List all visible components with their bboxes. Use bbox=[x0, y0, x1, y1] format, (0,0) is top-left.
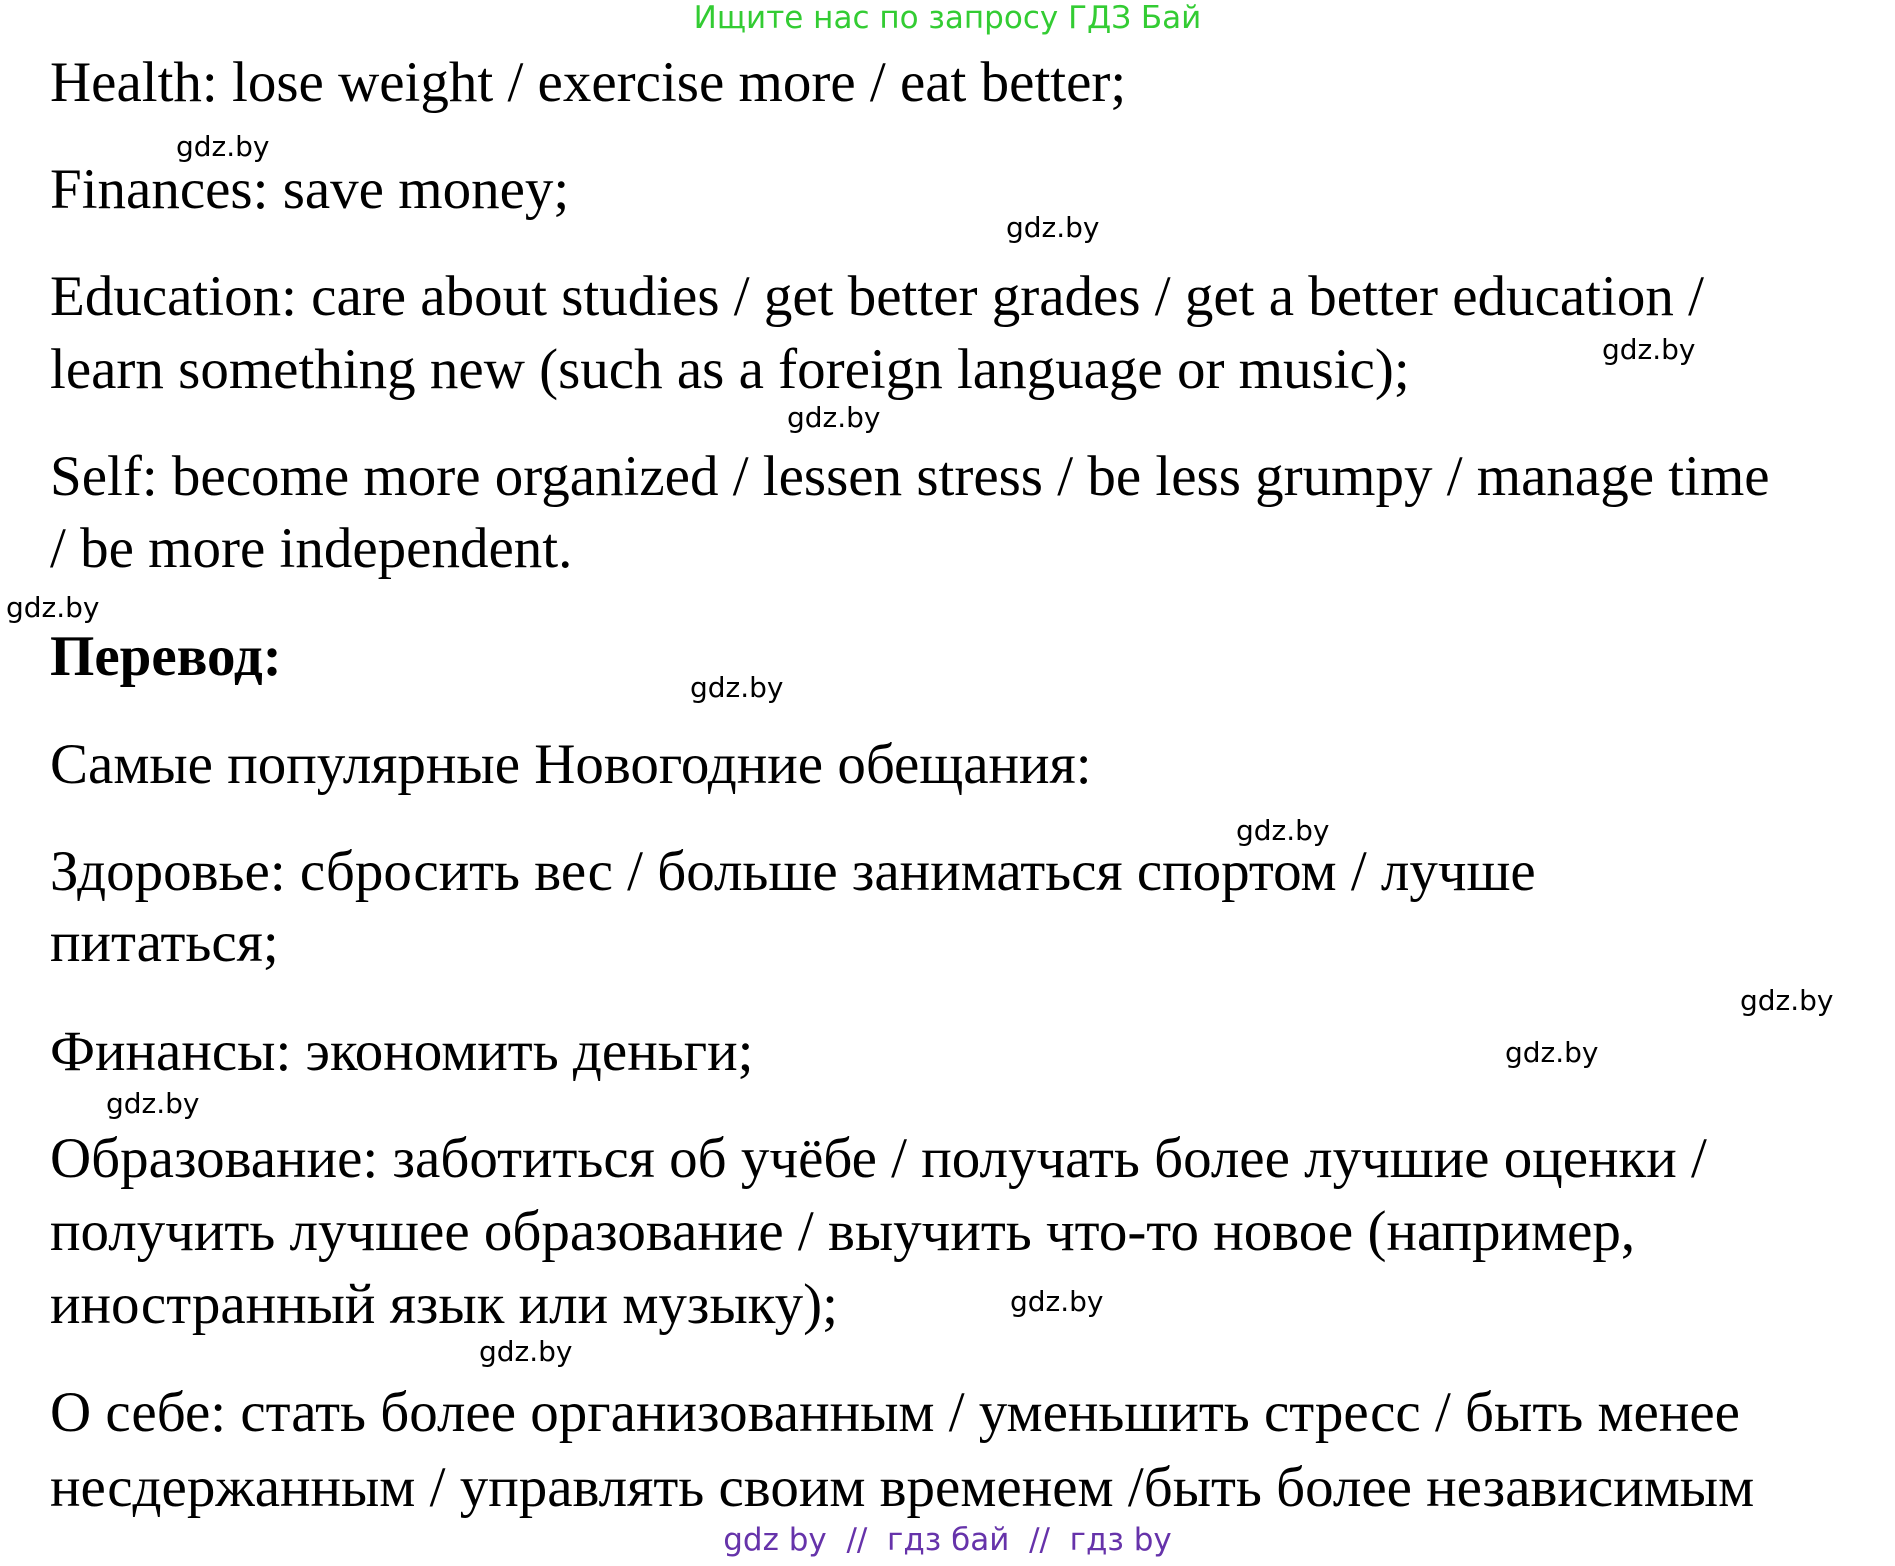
watermark: gdz.by bbox=[1010, 1285, 1104, 1318]
self-line-2: / be more independent. bbox=[50, 517, 573, 580]
translation-health-line-2: питаться; bbox=[50, 911, 279, 974]
watermark: gdz.by bbox=[1006, 211, 1100, 244]
watermark: gdz.by bbox=[1505, 1036, 1599, 1069]
translation-self-line-1: О себе: стать более организованным / уменьшить стресс / быть менее bbox=[50, 1381, 1740, 1444]
education-line-2: learn something new (such as a foreign language or music); bbox=[50, 338, 1410, 401]
translation-heading: Перевод: bbox=[50, 625, 282, 688]
top-banner: Ищите нас по запросу ГДЗ Бай bbox=[693, 0, 1202, 36]
translation-health-line-1: Здоровье: сбросить вес / больше заниматься спортом / лучше bbox=[50, 840, 1536, 903]
watermark: gdz.by bbox=[690, 671, 784, 704]
watermark: gdz.by bbox=[1602, 333, 1696, 366]
watermark: gdz.by bbox=[176, 130, 270, 163]
translation-education-line-3: иностранный язык или музыку); bbox=[50, 1273, 838, 1336]
health-line: Health: lose weight / exercise more / eat better; bbox=[50, 51, 1127, 114]
watermark: gdz.by bbox=[1236, 814, 1330, 847]
translation-intro: Самые популярные Новогодние обещания: bbox=[50, 733, 1092, 796]
watermark: gdz.by bbox=[106, 1087, 200, 1120]
translation-finances-line: Финансы: экономить деньги; bbox=[50, 1020, 754, 1083]
bottom-banner: gdz by // гдз бай // гдз by bbox=[723, 1522, 1172, 1558]
finances-line: Finances: save money; bbox=[50, 158, 570, 221]
watermark: gdz.by bbox=[1740, 984, 1834, 1017]
self-line-1: Self: become more organized / lessen stress / be less grumpy / manage time bbox=[50, 445, 1770, 508]
translation-self-line-2: несдержанным / управлять своим временем /быть более независимым bbox=[50, 1456, 1755, 1519]
watermark: gdz.by bbox=[479, 1335, 573, 1368]
watermark: gdz.by bbox=[6, 591, 100, 624]
watermark: gdz.by bbox=[787, 401, 881, 434]
education-line-1: Education: care about studies / get better grades / get a better education / bbox=[50, 265, 1704, 328]
translation-education-line-1: Образование: заботиться об учёбе / получать более лучшие оценки / bbox=[50, 1127, 1707, 1190]
translation-education-line-2: получить лучшее образование / выучить что-то новое (например, bbox=[50, 1200, 1636, 1263]
